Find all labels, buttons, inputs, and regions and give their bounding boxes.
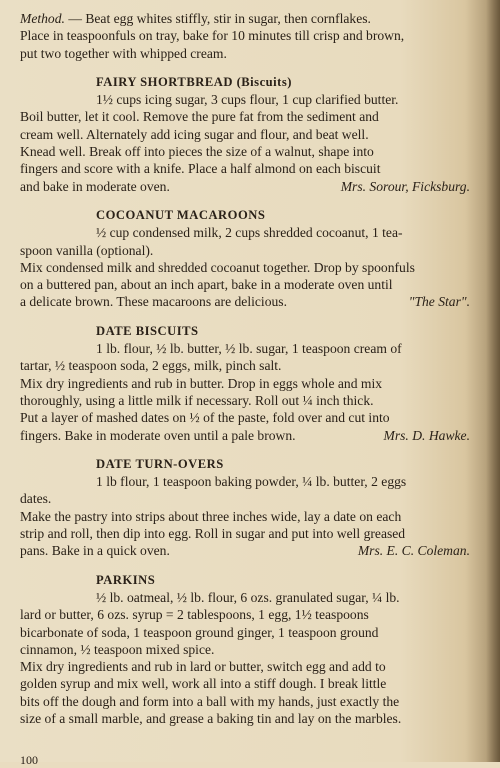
parkins-line-1: Mix dry ingredients and rub in lard or butter, switch egg and add to [20,659,386,675]
turnovers-line-1: Make the pastry into strips about three inches wide, lay a date on each [20,508,402,524]
page-number: 100 [20,753,38,767]
turnovers-line-2: strip and roll, then dip into egg. Roll in sugar and put into well greased [20,526,406,542]
turnovers-signature: Mrs. E. C. Coleman. [357,543,470,559]
fairy-line-1: Boil butter, let it cool. Remove the pure fat from the sediment and [20,109,379,125]
parkins-line-2: golden syrup and mix well, work all into a stiff dough. I break little [20,676,387,692]
fairy-line-4: fingers and score with a knife. Place a half almond on each biscuit [20,161,381,177]
cocoanut-line-1: Mix condensed milk and shredded cocoanut together. Drop by spoonfuls [20,259,415,275]
cocoanut-line-2: on a buttered pan, about an inch apart, bake in a moderate oven until [20,277,393,293]
cocoanut-ingredients-1: ½ cup condensed milk, 2 cups shredded cocoanut, 1 tea- [96,225,403,241]
meringue-line-2: Place in teaspoonfuls on tray, bake for 10 minutes till crisp and brown, [20,28,405,44]
turnovers-ingredients-2: dates. [20,491,52,507]
cocoanut-signature: "The Star". [408,294,470,310]
fairy-line-5: and bake in moderate oven. Mrs. Sorour, Ficksburg. [20,178,470,194]
parkins-line-4: size of a small marble, and grease a baking tin and lay on the marbles. [20,710,402,726]
recipe-title-date-biscuits: DATE BISCUITS [96,323,199,338]
cocoanut-line-3: a delicate brown. These macaroons are delicious. "The Star". [20,294,470,310]
recipe-title-cocoanut-macaroons: COCOANUT MACAROONS [96,207,266,222]
turnovers-ingredients-1: 1 lb flour, 1 teaspoon baking powder, ¼ lb. butter, 2 eggs [96,474,407,490]
date-biscuits-line-4: fingers. Bake in moderate oven until a pale brown. Mrs. D. Hawke. [20,427,470,443]
date-biscuits-signature: Mrs. D. Hawke. [383,427,470,443]
date-biscuits-line-2: thoroughly, using a little milk if necessary. Roll out ¼ inch thick. [20,392,374,408]
parkins-ingredients-4: cinnamon, ½ teaspoon mixed spice. [20,641,215,657]
recipe-title-date-turn-overs: DATE TURN-OVERS [96,456,224,471]
parkins-ingredients-3: bicarbonate of soda, 1 teaspoon ground ginger, 1 teaspoon ground [20,624,379,640]
fairy-signature: Mrs. Sorour, Ficksburg. [340,178,470,194]
date-biscuits-line-1: Mix dry ingredients and rub in butter. Drop in eggs whole and mix [20,375,383,391]
parkins-ingredients-2: lard or butter, 6 ozs. syrup = 2 tablespoons, 1 egg, 1½ teaspoons [20,607,369,623]
fairy-line-3: Knead well. Break off into pieces the size of a walnut, shape into [20,144,374,160]
parkins-line-3: bits off the dough and form into a ball with my hands, just exactly the [20,693,400,709]
recipe-title-fairy-shortbread: FAIRY SHORTBREAD (Biscuits) [96,74,292,89]
fairy-ingredients: 1½ cups icing sugar, 3 cups flour, 1 cup clarified butter. [96,92,399,108]
meringue-line-3: put two together with whipped cream. [20,45,227,61]
method-label: Method. [20,11,65,26]
meringue-line-1: Method. — Beat egg whites stiffly, stir in sugar, then cornflakes. [20,11,371,26]
date-biscuits-ingredients-1: 1 lb. flour, ½ lb. butter, ½ lb. sugar, 1 teaspoon cream of [96,341,402,357]
date-biscuits-line-3: Put a layer of mashed dates on ½ of the paste, fold over and cut into [20,410,390,426]
recipe-title-parkins: PARKINS [96,572,156,587]
date-biscuits-ingredients-2: tartar, ½ teaspoon soda, 2 eggs, milk, pinch salt. [20,358,282,374]
cocoanut-ingredients-2: spoon vanilla (optional). [20,242,154,258]
parkins-ingredients-1: ½ lb. oatmeal, ½ lb. flour, 6 ozs. granulated sugar, ¼ lb. [96,589,400,605]
fairy-line-2: cream well. Alternately add icing sugar and flour, and beat well. [20,126,369,142]
turnovers-line-3: pans. Bake in a quick oven. Mrs. E. C. Coleman. [20,543,470,559]
